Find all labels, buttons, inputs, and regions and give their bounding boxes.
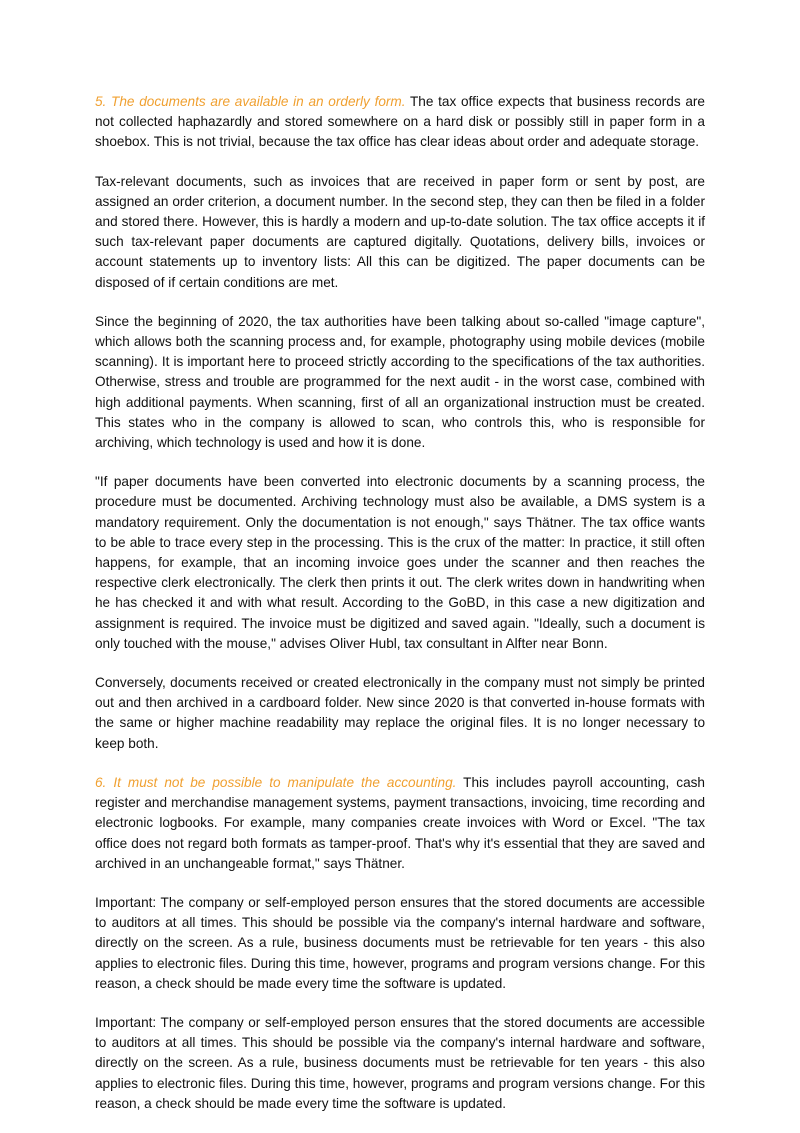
paragraph-manipulation: [95, 773, 705, 874]
section-heading-6: 6. It must not be possible to manipulate the accounting.: [95, 774, 457, 790]
paragraph-electronic-documents: [95, 673, 705, 754]
paragraph-important-1: [95, 893, 705, 994]
paragraph-text: Since the beginning of 2020, the tax authorities have been talking about so-called "image capture", which allows both the scanning process and, for example, photography using mobile devices (mobile scanning). It is important here to proceed strictly according to the specifications of the tax authorities. Otherwise, stress and trouble are programmed for the next audit - in the worst case, combined with high additional payments. When scanning, first of all an organizational instruction must be created. This states who in the company is allowed to scan, who controls this, who is responsible for archiving, which technology is used and how it is done.: [95, 313, 705, 451]
paragraph-text: The tax office expects that business records are not collected haphazardly and stored somewhere on a hard disk or possibly still in paper form in a shoebox. This is not trivial, because the tax office has clear ideas about order and adequate storage.: [95, 94, 705, 150]
paragraph-text: This includes payroll accounting, cash register and merchandise management systems, payment transactions, invoicing, time recording and electronic logbooks. For example, many companies create invoices with Word or Excel. "The tax office does not regard both formats as tamper-proof. That's why it's essential that they are saved and archived in an unchangeable format," says Thätner.: [95, 774, 705, 871]
paragraph-scanning-procedure: [95, 472, 705, 654]
paragraph-important-2: [95, 1013, 705, 1114]
paragraph-text: Important: The company or self-employed person ensures that the stored documents are accessible to auditors at all times. This should be possible via the company's internal hardware and software, directly on the screen. As a rule, business documents must be retrievable for ten years - this also applies to electronic files. During this time, however, programs and program versions change. For this reason, a check should be made every time the software is updated.: [95, 894, 705, 991]
paragraph-text: Conversely, documents received or created electronically in the company must not simply be printed out and then archived in a cardboard folder. New since 2020 is that converted in-house formats with the same or higher machine readability may replace the original files. It is no longer necessary to keep both.: [95, 675, 705, 751]
paragraph-text: Important: The company or self-employed person ensures that the stored documents are accessible to auditors at all times. This should be possible via the company's internal hardware and software, directly on the screen. As a rule, business documents must be retrievable for ten years - this also applies to electronic files. During this time, however, programs and program versions change. For this reason, a check should be made every time the software is updated.: [95, 1014, 705, 1111]
document-page: [95, 92, 705, 1133]
paragraph-text: Tax-relevant documents, such as invoices that are received in paper form or sent by post, are assigned an order criterion, a document number. In the second step, they can then be filed in a folder and stored there. However, this is hardly a modern and up-to-date solution. The tax office accepts it if such tax-relevant paper documents are captured digitally. Quotations, delivery bills, invoices or account statements up to inventory lists: All this can be digitized. The paper documents can be disposed of if certain conditions are met.: [95, 173, 705, 290]
paragraph-text: "If paper documents have been converted into electronic documents by a scanning process, the procedure must be documented. Archiving technology must also be available, a DMS system is a mandatory requirement. Only the documentation is not enough," says Thätner. The tax office wants to be able to trace every step in the processing. This is the crux of the matter: In practice, it still often happens, for example, that an incoming invoice goes under the scanner and then reaches the respective clerk electronically. The clerk then prints it out. The clerk writes down in handwriting when he has checked it and with what result. According to the GoBD, in this case a new digitization and assignment is required. The invoice must be digitized and saved again. "Ideally, such a document is only touched with the mouse," advises Oliver Hubl, tax consultant in Alfter near Bonn.: [95, 474, 705, 651]
paragraph-tax-relevant-documents: [95, 172, 705, 293]
paragraph-image-capture: [95, 312, 705, 453]
paragraph-orderly-form: [95, 92, 705, 153]
section-heading-5: 5. The documents are available in an orderly form.: [95, 94, 406, 109]
